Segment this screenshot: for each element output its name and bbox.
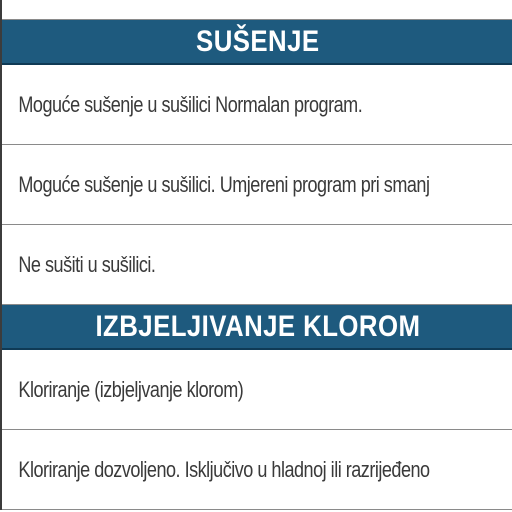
table-row [2,225,512,305]
table-row-partial [2,0,512,20]
row-description: Moguće sušenje u sušilici Normalan program. [18,91,363,117]
table-row [2,430,512,510]
row-description: Ne sušiti u sušilici. [18,251,156,277]
row-description: Kloriranje dozvoljeno. Isključivo u hladnoj ili razrijeđeno [18,456,430,482]
table-row [2,145,512,225]
row-description: Kloriranje (izbjeljvanje klorom) [18,376,244,402]
section-title: SUŠENJE [196,24,320,58]
section-header-drying [2,20,512,65]
section-header-chlorine-bleaching [2,305,512,350]
row-description: Moguće sušenje u sušilici. Umjereni program pri smanj [18,171,430,197]
table-row [2,65,512,145]
section-title: IZBJELJIVANJE KLOROM [95,309,421,343]
table-row [2,350,512,430]
